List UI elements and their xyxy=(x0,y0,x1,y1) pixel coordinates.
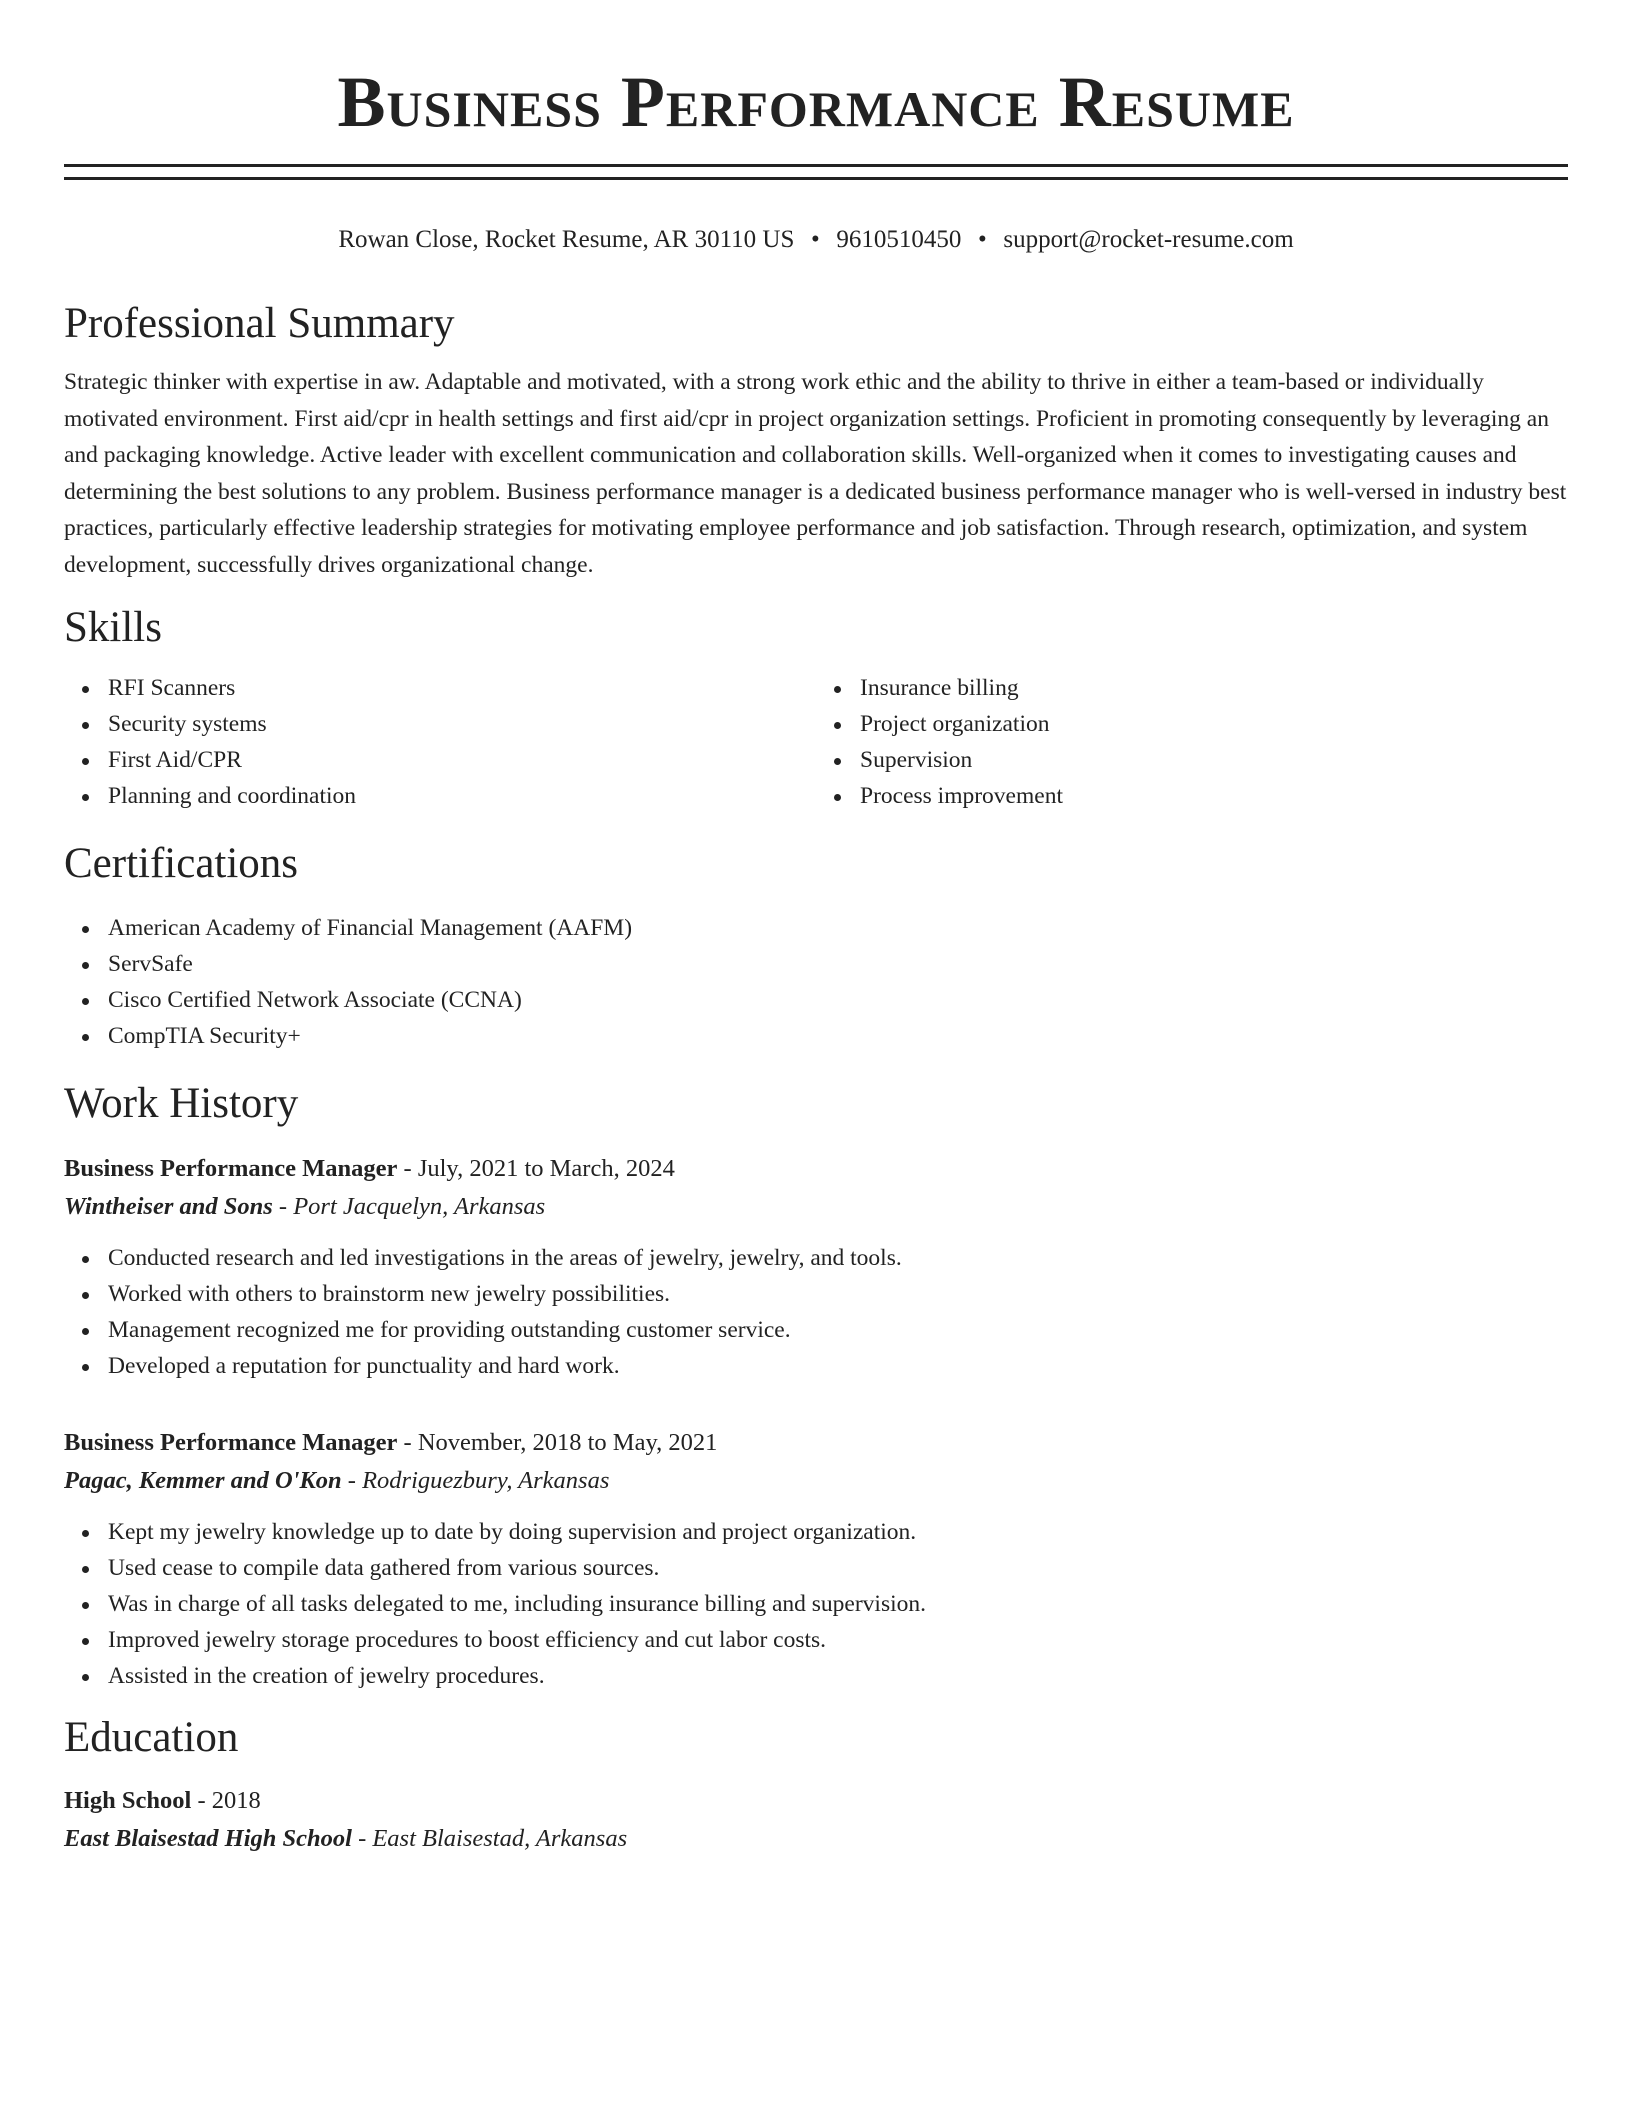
job-duties xyxy=(64,1514,1568,1694)
work-history-heading: Work History xyxy=(64,1079,299,1127)
employer-name: Pagac, Kemmer and O'Kon xyxy=(64,1466,342,1494)
certification-item: Cisco Certified Network Associate (CCNA) xyxy=(108,982,1568,1018)
certification-item: ServSafe xyxy=(108,946,1568,982)
employer-line xyxy=(64,1188,1568,1226)
contact-line xyxy=(64,220,1568,260)
employer-location: - Rodriguezbury, Arkansas xyxy=(341,1466,610,1494)
skill-item: Security systems xyxy=(108,706,816,742)
job-title: Business Performance Manager xyxy=(64,1154,398,1182)
degree-line xyxy=(64,1782,1568,1820)
school-name: East Blaisestad High School xyxy=(64,1824,352,1852)
duty-item: Developed a reputation for punctuality and hard work. xyxy=(108,1348,1568,1384)
contact-address: Rowan Close, Rocket Resume, AR 30110 US xyxy=(338,226,795,253)
job-title: Business Performance Manager xyxy=(64,1428,398,1456)
duty-item: Conducted research and led investigations in the areas of jewelry, jewelry, and tools. xyxy=(108,1240,1568,1276)
skill-item: Planning and coordination xyxy=(108,778,816,814)
skill-item: Supervision xyxy=(860,742,1568,778)
resume-title: Business Performance Resume xyxy=(337,62,1295,142)
job-title-line xyxy=(64,1150,1568,1188)
skill-item: Process improvement xyxy=(860,778,1568,814)
skills-grid xyxy=(64,670,1568,814)
certification-item: American Academy of Financial Management (AAFM) xyxy=(108,910,1568,946)
summary-heading: Professional Summary xyxy=(64,300,455,347)
education-heading: Education xyxy=(64,1713,239,1761)
duty-item: Assisted in the creation of jewelry procedures. xyxy=(108,1658,1568,1694)
duty-item: Management recognized me for providing outstanding customer service. xyxy=(108,1312,1568,1348)
job-title-line xyxy=(64,1424,1568,1462)
degree: High School xyxy=(64,1786,192,1814)
duty-item: Improved jewelry storage procedures to boost efficiency and cut labor costs. xyxy=(108,1622,1568,1658)
certifications-list xyxy=(64,910,1568,1054)
education-entry xyxy=(64,1782,1568,1858)
contact-separator: • xyxy=(977,226,987,253)
skill-item: First Aid/CPR xyxy=(108,742,816,778)
skills-heading: Skills xyxy=(64,603,162,651)
graduation-year: - 2018 xyxy=(191,1786,261,1814)
job-entry xyxy=(64,1150,1568,1384)
skill-item: Insurance billing xyxy=(860,670,1568,706)
certification-item: CompTIA Security+ xyxy=(108,1018,1568,1054)
employer-line xyxy=(64,1462,1568,1500)
job-dates: - November, 2018 to May, 2021 xyxy=(397,1428,718,1456)
job-entry xyxy=(64,1424,1568,1694)
school-location: - East Blaisestad, Arkansas xyxy=(351,1824,628,1852)
skill-item: RFI Scanners xyxy=(108,670,816,706)
duty-item: Was in charge of all tasks delegated to me, including insurance billing and supervision. xyxy=(108,1586,1568,1622)
contact-phone: 9610510450 xyxy=(836,226,962,253)
skills-list-right xyxy=(816,670,1568,814)
contact-separator: • xyxy=(810,226,820,253)
skill-item: Project organization xyxy=(860,706,1568,742)
duty-item: Kept my jewelry knowledge up to date by doing supervision and project organization. xyxy=(108,1514,1568,1550)
duty-item: Worked with others to brainstorm new jewelry possibilities. xyxy=(108,1276,1568,1312)
job-dates: - July, 2021 to March, 2024 xyxy=(397,1154,675,1182)
title-divider xyxy=(64,164,1568,180)
duty-item: Used cease to compile data gathered from various sources. xyxy=(108,1550,1568,1586)
employer-name: Wintheiser and Sons xyxy=(64,1192,273,1220)
certifications-heading: Certifications xyxy=(64,839,299,887)
school-line xyxy=(64,1820,1568,1858)
employer-location: - Port Jacquelyn, Arkansas xyxy=(272,1192,546,1220)
summary-text: Strategic thinker with expertise in aw. Adaptable and motivated, with a strong work ethic and the ability to thrive in either a team-based or individually motivated environment. First aid/cpr in health settings and first aid/cpr in project organization settings. Proficient in promoting consequently by leveraging an and packaging knowledge. Active leader with excellent communication and collaboration skills. Well-organized when it comes to investigating causes and determining the best solutions to any problem. Business performance manager is a dedicated business performance manager who is well-versed in industry best practices, particularly effective leadership strategies for motivating employee performance and job satisfaction. Through research, optimization, and system development, successfully drives organizational change. xyxy=(64,369,1567,578)
job-duties xyxy=(64,1240,1568,1384)
skills-list-left xyxy=(64,670,816,814)
contact-email: support@rocket-resume.com xyxy=(1003,226,1294,253)
